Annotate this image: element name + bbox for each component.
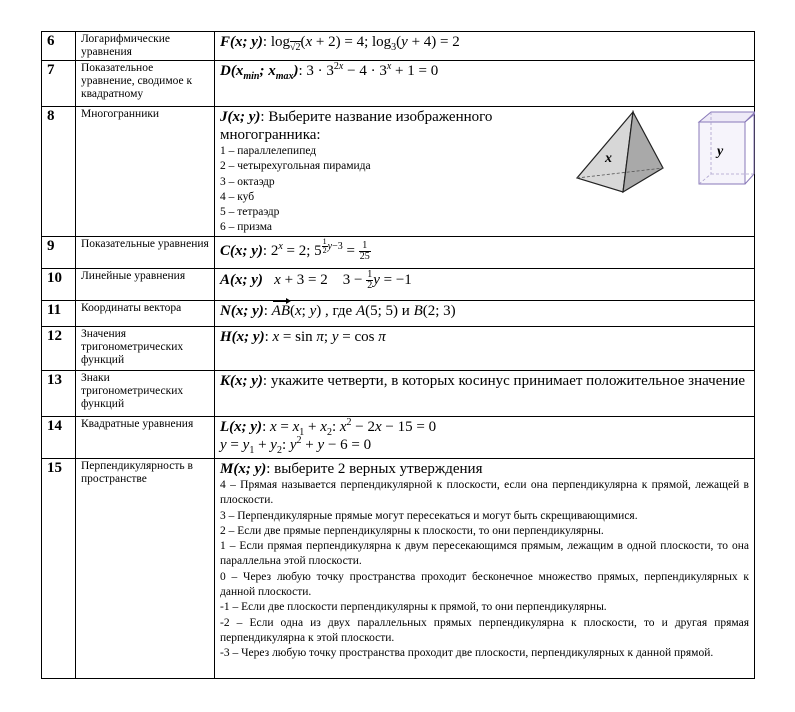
row-number: 8 xyxy=(42,107,76,237)
list-item: -3 – Через любую точку пространства проходит две плоскости, перпендикулярных к данной прямой. xyxy=(220,647,714,660)
row-task xyxy=(215,371,755,417)
list-item: -1 – Если две плоскости перпендикулярны к прямой, то они перпендикулярны. xyxy=(220,601,607,614)
table-row xyxy=(42,301,755,327)
task-formula: : $\log_{√2}(x + 2) = 4$; $\log_3(y + 4) = 2$ xyxy=(262,34,460,53)
row-number: 13 xyxy=(42,371,76,417)
function-label: H(x; y) xyxy=(220,329,265,345)
row-number: 9 xyxy=(42,237,76,269)
table-row xyxy=(42,107,755,237)
function-label: J(x; y) xyxy=(220,109,261,125)
function-label: A(x; y) xyxy=(220,271,263,288)
list-item: 5 – тетраэдр xyxy=(220,206,280,219)
list-item: 6 – призма xyxy=(220,221,272,234)
function-label: F(x; y) xyxy=(220,34,263,50)
row-topic: Многогранники xyxy=(76,107,215,237)
row-number: 10 xyxy=(42,269,76,301)
row-topic: Значения тригонометрических функций xyxy=(76,327,215,371)
function-label: N(x; y) xyxy=(220,303,264,319)
row-topic: Квадратные уравнения xyxy=(76,417,215,459)
row-topic: Перпендикулярность в пространстве xyxy=(76,459,215,679)
task-prompt: : Выберите название изображенного многогранника: xyxy=(220,109,493,143)
table-row xyxy=(42,417,755,459)
row-topic: Показательные уравнения xyxy=(76,237,215,269)
function-label: M(x; y) xyxy=(220,461,267,477)
list-item: -2 – Если одна из двух параллельных прямых перпендикулярна к плоскости, то и другая прямая перпендикулярна к этой плоскости. xyxy=(220,616,749,644)
task-formula: : $x = x_1 + x_2$: $x^2 - 2x - 15 = 0$ xyxy=(262,417,437,438)
row-task xyxy=(215,107,755,237)
task-formula: : AB(x; y) , где A(5; 5) и B(2; 3) xyxy=(263,303,456,319)
function-label: C(x; y) xyxy=(220,242,263,259)
statements-list xyxy=(220,478,749,662)
list-item: 3 – Перпендикулярные прямые могут пересекаться и могут быть скрещивающимися. xyxy=(220,509,638,522)
list-item: 2 – четырехугольная пирамида xyxy=(220,160,371,173)
table-row xyxy=(42,61,755,107)
row-task xyxy=(215,32,755,61)
task-text: : укажите четверти, в которых косинус принимает положительное значение xyxy=(262,373,746,389)
list-item: 0 – Через любую точку пространства проходит бесконечное множество прямых, перпендикулярных к данной плоскости. xyxy=(220,570,749,599)
row-task xyxy=(215,327,755,371)
task-table xyxy=(41,31,755,679)
task-prompt: : выберите 2 верных утверждения xyxy=(266,461,483,477)
prism-figure xyxy=(695,110,755,190)
row-task xyxy=(215,301,755,327)
table-row xyxy=(42,459,755,679)
prism-label: y xyxy=(717,144,724,159)
function-label: K(x; y) xyxy=(220,373,263,389)
pyramid-label: x xyxy=(605,151,612,166)
row-topic: Показательное уравнение, сводимое к квадратному xyxy=(76,61,215,107)
row-topic: Логарифмические уравнения xyxy=(76,32,215,61)
function-label: $D(x_{min}$; $x_{max}$) xyxy=(220,63,299,82)
row-topic: Линейные уравнения xyxy=(76,269,215,301)
task-formula: : x = sin π; y = cos π xyxy=(264,329,386,345)
list-item: 1 – Если прямая перпендикулярна к двум пересекающимся прямым, лежащим в одной плоскости, то она параллельна этой плоскости. xyxy=(220,540,749,568)
table-row xyxy=(42,371,755,417)
row-task xyxy=(215,237,755,269)
row-number: 12 xyxy=(42,327,76,371)
table-row xyxy=(42,237,755,269)
row-topic: Координаты вектора xyxy=(76,301,215,327)
list-item: 4 – куб xyxy=(220,190,255,203)
list-item: 4 – Прямая называется перпендикулярной к плоскости, если она перпендикулярна к прямой, лежащей в плоскости. xyxy=(220,479,749,507)
list-item: 1 – параллелепипед xyxy=(220,145,317,157)
task-formula: $y = y_1 + y_2$: $y^2 + y - 6 = 0$ xyxy=(220,435,372,456)
row-number: 14 xyxy=(42,417,76,459)
options-list xyxy=(220,144,560,236)
table-row xyxy=(42,327,755,371)
table-row xyxy=(42,269,755,301)
task-formula: x + 3 = 2 3 − $\frac{1}{2}$ y = −1 xyxy=(274,269,412,291)
row-topic: Знаки тригонометрических функций xyxy=(76,371,215,417)
row-task xyxy=(215,269,755,301)
task-formula: : $3 \cdot 3^{2x} - 4 \cdot 3^x + 1 = 0$ xyxy=(298,61,439,79)
row-number: 7 xyxy=(42,61,76,107)
list-item: 3 – октаэдр xyxy=(220,175,275,188)
row-task xyxy=(215,459,755,679)
function-label: L(x; y) xyxy=(220,419,263,435)
row-number: 15 xyxy=(42,459,76,679)
row-number: 11 xyxy=(42,301,76,327)
row-task xyxy=(215,417,755,459)
row-number: 6 xyxy=(42,32,76,61)
task-formula: : $2^x = 2$; 5 $^{\frac{1}{2} y-3}$ = $\frac{1}{25}$ xyxy=(262,237,370,262)
row-task xyxy=(215,61,755,107)
list-item: 2 – Если две прямые перпендикулярны к плоскости, то они перпендикулярны. xyxy=(220,524,604,537)
table-row xyxy=(42,32,755,61)
pyramid-figure xyxy=(575,110,670,200)
